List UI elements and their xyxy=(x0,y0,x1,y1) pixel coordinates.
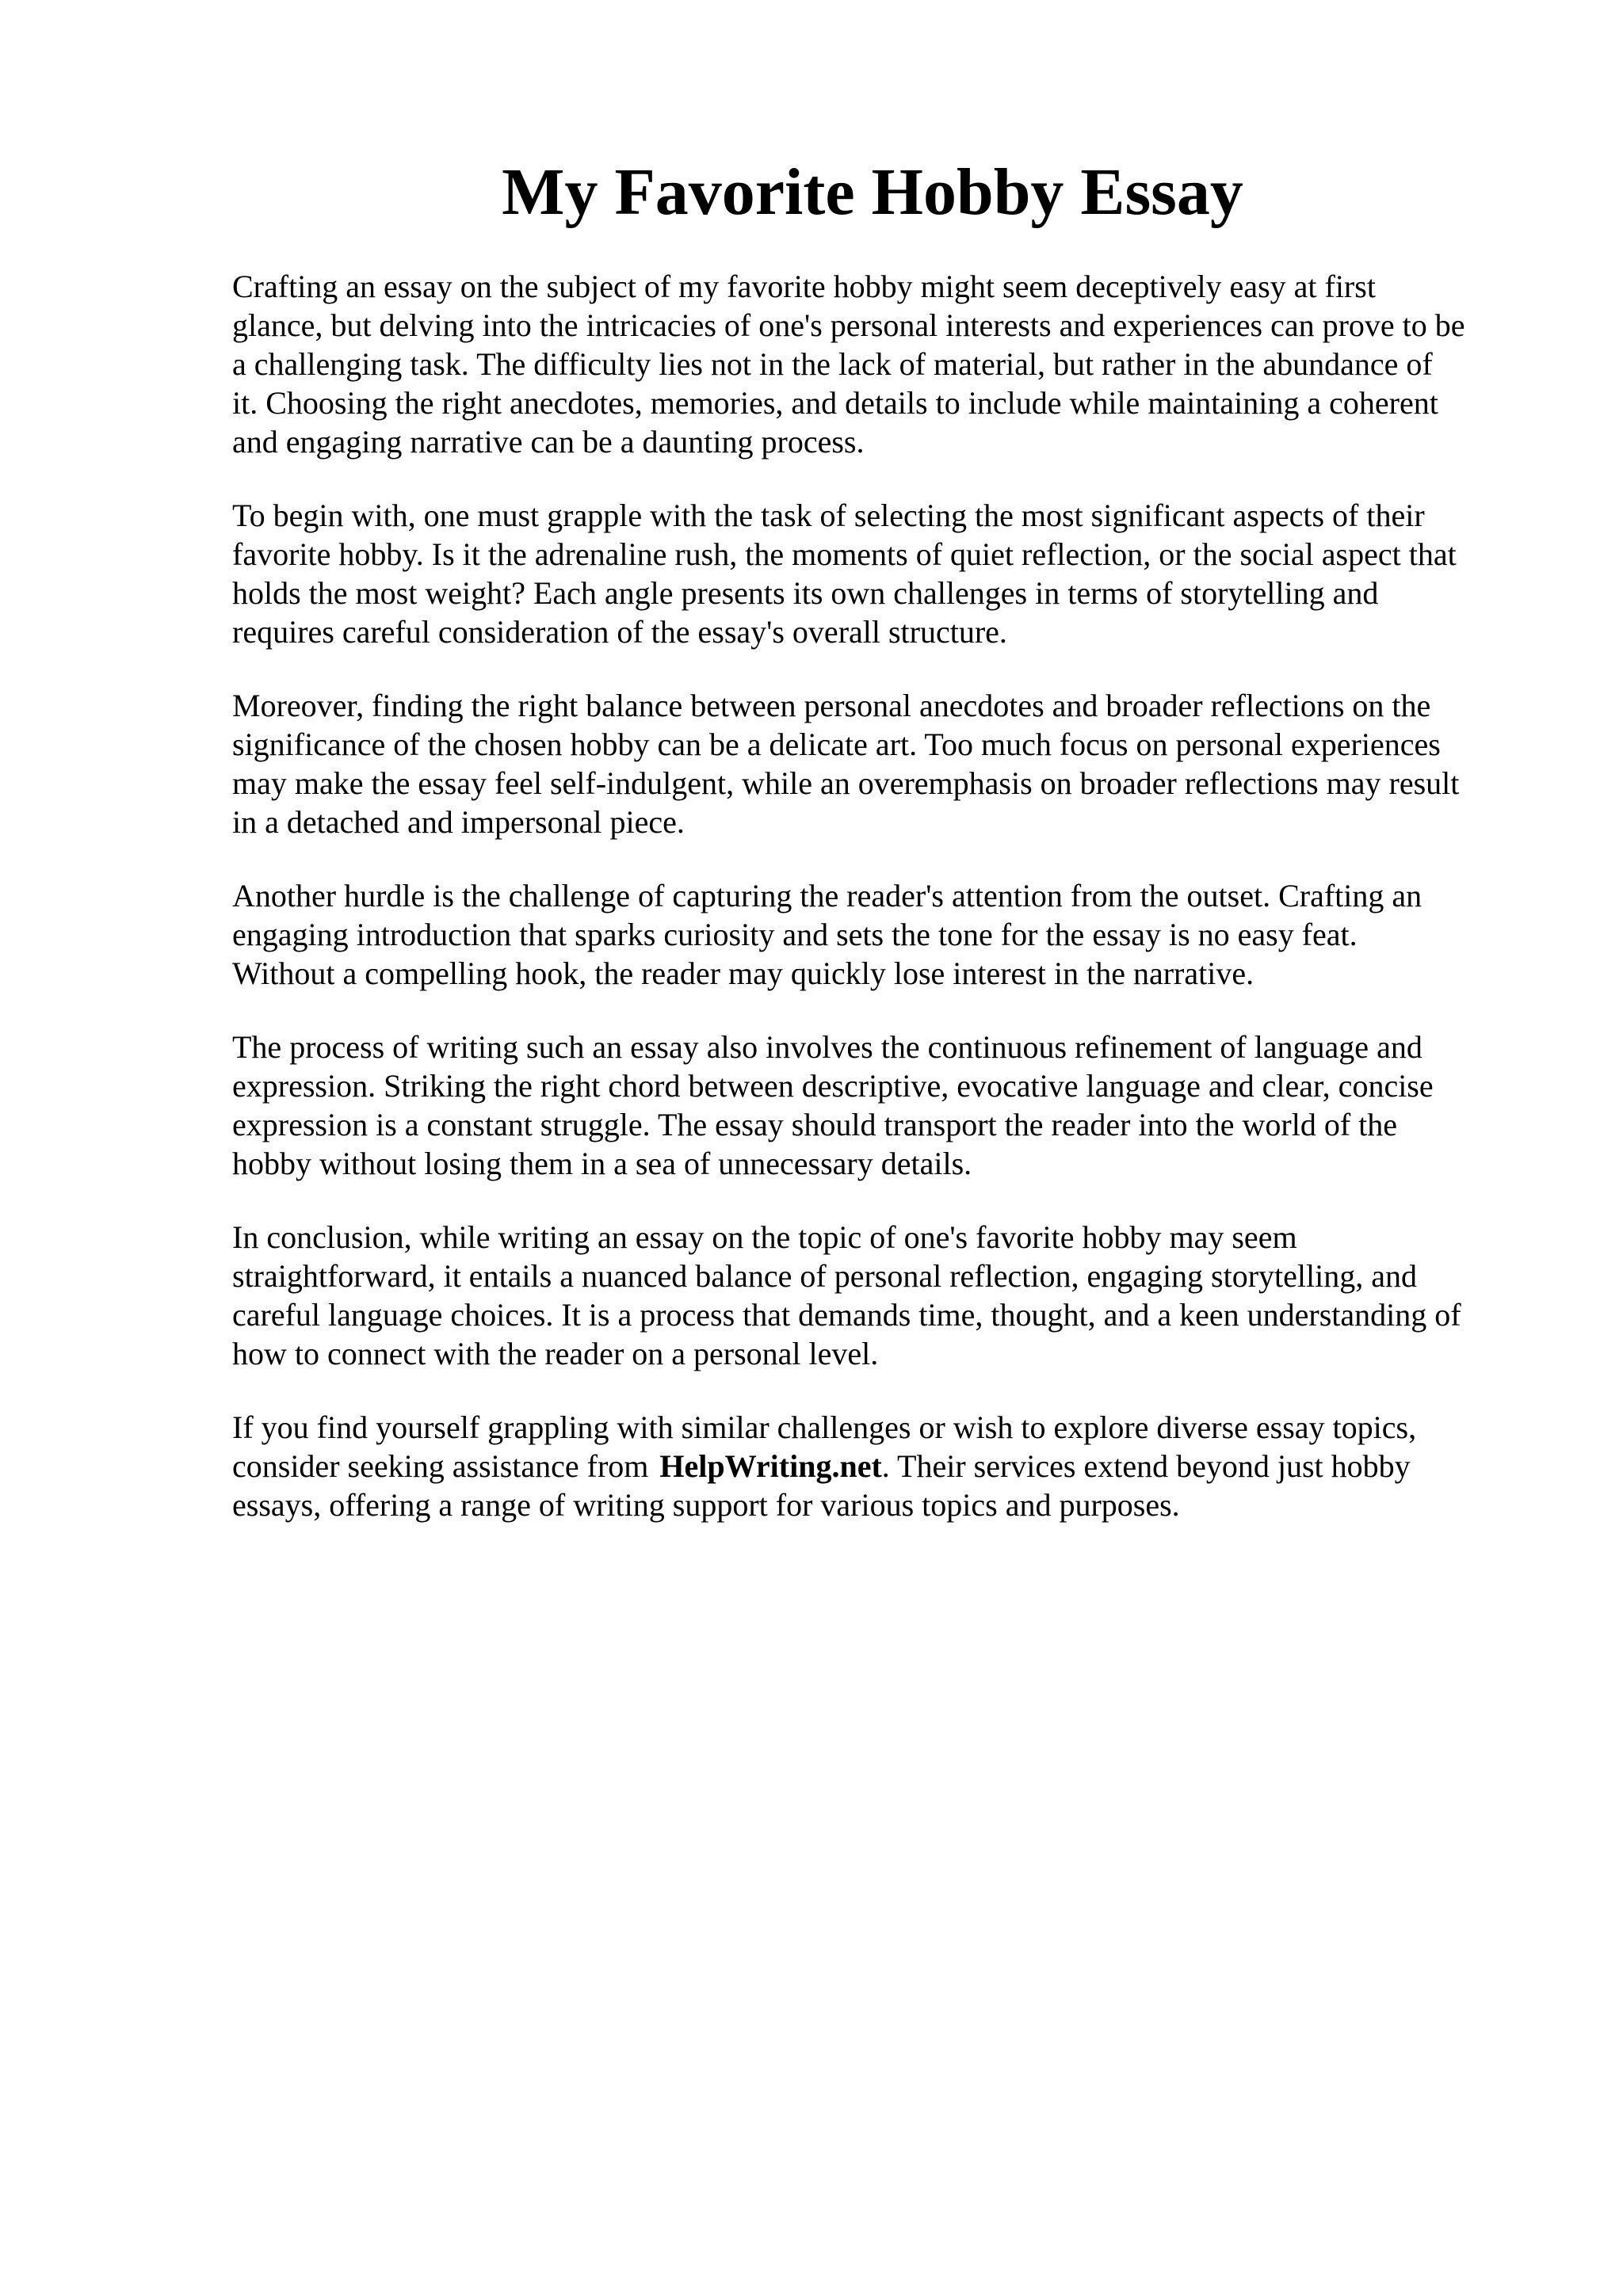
paragraph-5 xyxy=(232,1028,1532,1183)
text-line: engaging introduction that sparks curiosity and sets the tone for the essay is no easy feat. xyxy=(232,917,1358,952)
paragraph-1 xyxy=(232,267,1532,461)
text-line: Another hurdle is the challenge of capturing the reader's attention from the outset. Crafting an xyxy=(232,878,1423,913)
text-line: Crafting an essay on the subject of my favorite hobby might seem deceptively easy at first xyxy=(232,269,1376,304)
paragraph-3 xyxy=(232,686,1532,841)
text-line-with-link xyxy=(232,1447,1532,1486)
text-line: a challenging task. The difficulty lies not in the lack of material, but rather in the abundance of xyxy=(232,346,1433,382)
text-line: If you find yourself grappling with similar challenges or wish to explore diverse essay topics, xyxy=(232,1409,1417,1445)
text-line: The process of writing such an essay also involves the continuous refinement of language and xyxy=(232,1029,1423,1065)
text-line: holds the most weight? Each angle presents its own challenges in terms of storytelling and xyxy=(232,575,1379,611)
page-title: My Favorite Hobby Essay xyxy=(502,155,1243,229)
paragraph-6 xyxy=(232,1218,1532,1373)
paragraph-4 xyxy=(232,876,1532,993)
text-line: may make the essay feel self-indulgent, while an overemphasis on broader reflections may result xyxy=(232,765,1460,801)
paragraph-2 xyxy=(232,496,1532,651)
closing-paragraph xyxy=(232,1408,1532,1524)
helpwriting-brand-link[interactable]: HelpWriting.net xyxy=(659,1448,882,1484)
text-line: To begin with, one must grapple with the task of selecting the most significant aspects of their xyxy=(232,498,1425,533)
text-line: hobby without losing them in a sea of unnecessary details. xyxy=(232,1146,972,1181)
text-line: careful language choices. It is a process that demands time, thought, and a keen understanding of xyxy=(232,1297,1461,1333)
text-line: Moreover, finding the right balance between personal anecdotes and broader reflections on the xyxy=(232,688,1431,723)
text-line: Without a compelling hook, the reader may quickly lose interest in the narrative. xyxy=(232,955,1254,991)
text-segment: . Their services extend beyond just hobby xyxy=(881,1448,1411,1484)
text-line: favorite hobby. Is it the adrenaline rush, the moments of quiet reflection, or the social aspect that xyxy=(232,536,1457,572)
text-line: In conclusion, while writing an essay on the topic of one's favorite hobby may seem xyxy=(232,1219,1297,1255)
text-line: how to connect with the reader on a personal level. xyxy=(232,1336,879,1371)
text-line: expression. Striking the right chord between descriptive, evocative language and clear, concise xyxy=(232,1068,1434,1104)
text-line: expression is a constant struggle. The essay should transport the reader into the world of the xyxy=(232,1107,1398,1142)
text-line: significance of the chosen hobby can be a delicate art. Too much focus on personal experiences xyxy=(232,727,1441,762)
text-line: and engaging narrative can be a daunting process. xyxy=(232,424,865,460)
text-line: glance, but delving into the intricacies of one's personal interests and experiences can prove to be xyxy=(232,307,1465,343)
text-line: essays, offering a range of writing support for various topics and purposes. xyxy=(232,1487,1180,1523)
text-segment: consider seeking assistance from xyxy=(232,1448,649,1484)
text-line: it. Choosing the right anecdotes, memories, and details to include while maintaining a coherent xyxy=(232,385,1438,421)
text-line: in a detached and impersonal piece. xyxy=(232,804,685,840)
essay-body xyxy=(232,267,1532,1559)
text-line: requires careful consideration of the essay's overall structure. xyxy=(232,614,1007,650)
text-line: straightforward, it entails a nuanced balance of personal reflection, engaging storytelling, and xyxy=(232,1258,1418,1294)
